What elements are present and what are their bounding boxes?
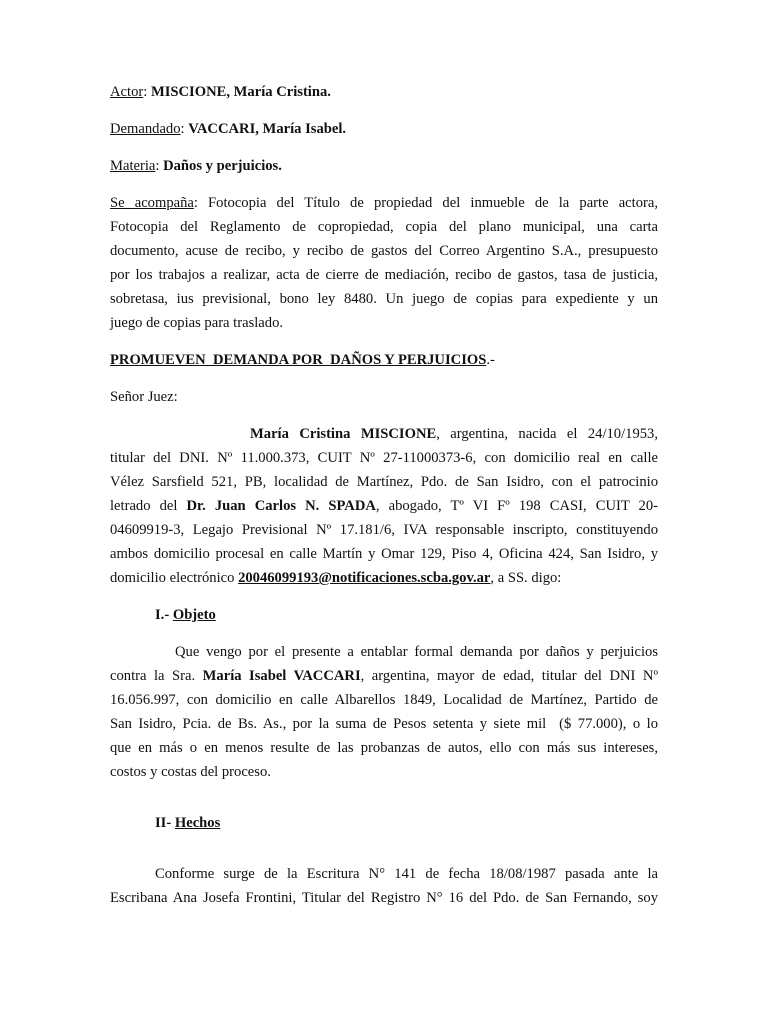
acompana-line-1: Se acompaña: Fotocopia del Título de propiedad del inmueble de la parte actora, xyxy=(110,195,658,211)
document-title xyxy=(110,348,658,372)
demandado-line: Demandado: VACCARI, María Isabel. xyxy=(110,121,347,137)
document-page xyxy=(110,80,658,910)
salutation: Señor Juez: xyxy=(110,389,178,405)
objeto-line-3: 16.056.997, con domicilio en calle Albarellos 1849, Localidad de Martínez, Partido de xyxy=(110,692,658,708)
title-suffix: .- xyxy=(486,352,495,368)
hechos-paragraph xyxy=(110,862,658,910)
actor-value: MISCIONE, María Cristina. xyxy=(150,84,331,100)
hechos-line-2: Escribana Ana Josefa Frontini, Titular del Registro N° 16 del Pdo. de San Fernando, soy xyxy=(110,890,658,906)
acompana-line-3: documento, acuse de recibo, y recibo de gastos del Correo Argentino S.A., presupuesto xyxy=(110,243,658,259)
objeto-line-4: San Isidro, Pcia. de Bs. As., por la suma de Pesos setenta y siete mil ($ 77.000), o lo xyxy=(110,716,658,732)
section-objeto-title: Objeto xyxy=(172,607,216,623)
acompana-line-2: Fotocopia del Reglamento de copropiedad, copia del plano municipal, una carta xyxy=(110,219,658,235)
acompana-line-5: sobretasa, ius previsional, bono ley 8480. Un juego de copias para expediente y un xyxy=(110,291,658,307)
materia-value: Daños y perjuicios. xyxy=(163,158,282,174)
lawyer-name: Dr. Juan Carlos N. SPADA xyxy=(186,498,376,514)
intro-paragraph xyxy=(110,422,658,590)
section-objeto-heading: I.- Objeto xyxy=(155,607,216,623)
section-hechos-heading: II- Hechos xyxy=(155,815,221,831)
intro-line-5: 04609919-3, Legajo Previsional Nº 17.181/6, IVA responsable inscripto, constituyendo xyxy=(110,522,658,538)
acompana-label: Se acompaña xyxy=(110,195,194,211)
acompana-line-4: por los trabajos a realizar, acta de cierre de mediación, recibo de gastos, tasa de justicia, xyxy=(110,267,658,283)
intro-line-6: ambos domicilio procesal en calle Martín y Omar 129, Piso 4, Oficina 424, San Isidro, y xyxy=(110,546,658,562)
intro-line-1: María Cristina MISCIONE, argentina, nacida el 24/10/1953, xyxy=(250,426,658,442)
plaintiff-name: María Cristina MISCIONE xyxy=(250,426,437,442)
objeto-paragraph xyxy=(110,640,658,784)
actor-label: Actor xyxy=(110,84,144,100)
electronic-address-link[interactable]: 20046099193@notificaciones.scba.gov.ar xyxy=(238,570,491,586)
actor-line: Actor: MISCIONE, María Cristina. xyxy=(110,84,331,100)
title-text: PROMUEVEN DEMANDA POR DAÑOS Y PERJUICIOS xyxy=(110,352,487,368)
demandado-label: Demandado xyxy=(110,121,181,137)
intro-line-3: Vélez Sarsfield 521, PB, localidad de Martínez, Pdo. de San Isidro, con el patrocinio xyxy=(110,474,658,490)
demandado-value: VACCARI, María Isabel. xyxy=(188,121,347,137)
objeto-line-5: que en más o en menos resulte de las probanzas de autos, ello con más sus intereses, xyxy=(110,740,658,756)
intro-line-2: titular del DNI. Nº 11.000.373, CUIT Nº 27-11000373-6, con domicilio real en calle xyxy=(110,450,658,466)
defendant-name: María Isabel VACCARI xyxy=(202,668,361,684)
objeto-line-6: costos y costas del proceso. xyxy=(110,764,271,780)
hechos-line-1: Conforme surge de la Escritura N° 141 de fecha 18/08/1987 pasada ante la xyxy=(155,866,658,882)
section-hechos-title: Hechos xyxy=(174,815,221,831)
objeto-line-1: Que vengo por el presente a entablar formal demanda por daños y perjuicios xyxy=(175,644,658,660)
acompana-line-6: juego de copias para traslado. xyxy=(110,315,284,331)
intro-line-7: domicilio electrónico 20046099193@notificaciones.scba.gov.ar, a SS. digo: xyxy=(110,570,562,586)
acompana-paragraph xyxy=(110,191,658,335)
materia-label: Materia xyxy=(110,158,156,174)
intro-line-4: letrado del Dr. Juan Carlos N. SPADA, abogado, Tº VI Fº 198 CASI, CUIT 20- xyxy=(110,498,659,514)
materia-line: Materia: Daños y perjuicios. xyxy=(110,158,282,174)
objeto-line-2: contra la Sra. María Isabel VACCARI, argentina, mayor de edad, titular del DNI Nº xyxy=(110,668,658,684)
